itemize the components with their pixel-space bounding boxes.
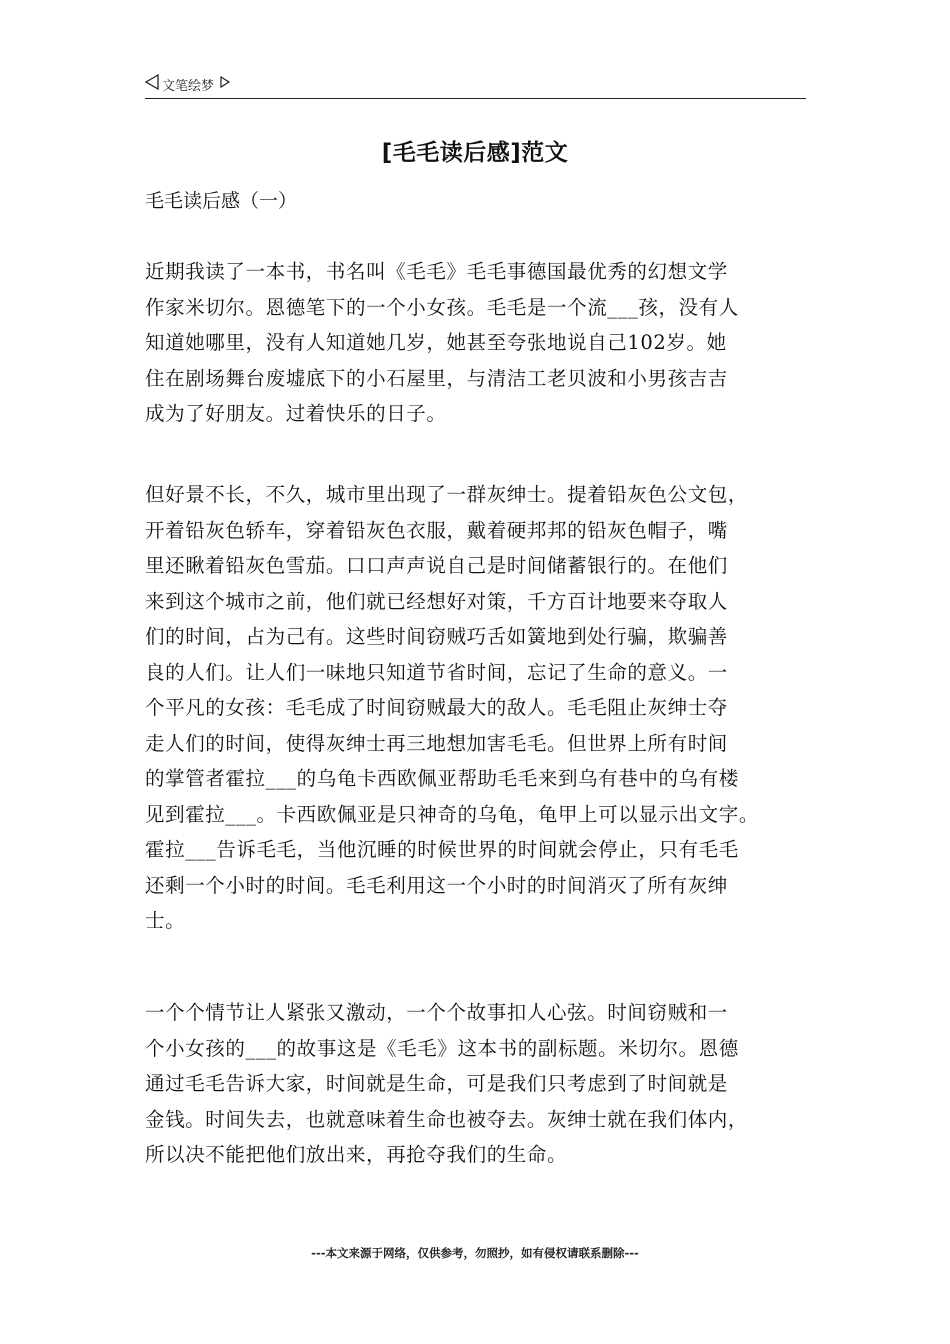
- paragraph-1: [145, 254, 815, 432]
- paragraph-line: 通过毛毛告诉大家，时间就是生命，可是我们只考虑到了时间就是: [145, 1072, 728, 1095]
- paragraph-line: 成为了好朋友。过着快乐的日子。: [145, 402, 447, 425]
- document-subtitle: 毛毛读后感（一）: [145, 190, 298, 212]
- paragraph-line: 知道她哪里，没有人知道她几岁，她甚至夸张地说自己102岁。她: [145, 331, 727, 354]
- paragraph-line: 金钱。时间失去，也就意味着生命也被夺去。灰绅士就在我们体内，: [145, 1107, 749, 1131]
- paragraph-line: 但好景不长，不久，城市里出现了一群灰绅士。提着铅灰色公文包，: [145, 483, 749, 506]
- paragraph-line: 的掌管者霍拉___的乌龟卡西欧佩亚帮助毛毛来到乌有巷中的乌有楼: [145, 767, 739, 790]
- paragraph-line: 良的人们。让人们一味地只知道节省时间，忘记了生命的意义。一: [145, 660, 728, 684]
- paragraph-2: [145, 477, 815, 939]
- paragraph-line: 个平凡的女孩：毛毛成了时间窃贼最大的敌人。毛毛阻止灰绅士夺: [145, 696, 728, 719]
- header-brand: 文笔绘梦: [162, 78, 215, 94]
- paragraph-line: 还剩一个小时的时间。毛毛利用这一个小时的时间消灭了所有灰绅: [145, 873, 728, 897]
- paragraph-line: 里还瞅着铅灰色雪茄。口口声声说自己是时间储蓄银行的。在他们: [145, 554, 728, 577]
- paragraph-line: 所以决不能把他们放出来，再抢夺我们的生命。: [145, 1143, 568, 1166]
- paragraph-line: 开着铅灰色轿车，穿着铅灰色衣服，戴着硬邦邦的铅灰色帽子，嘴: [145, 518, 728, 542]
- paragraph-line: 来到这个城市之前，他们就已经想好对策，千方百计地要来夺取人: [145, 589, 728, 613]
- paragraph-line: 住在剧场舞台废墟底下的小石屋里，与清洁工老贝波和小男孩吉吉: [145, 366, 728, 390]
- paragraph-line: 近期我读了一本书，书名叫《毛毛》毛毛事德国最优秀的幻想文学: [145, 260, 728, 283]
- paragraph-line: 作家米切尔。恩德笔下的一个小女孩。毛毛是一个流___孩，没有人: [145, 295, 739, 319]
- paragraph-line: 见到霍拉___。卡西欧佩亚是只神奇的乌龟，龟甲上可以显示出文字。: [145, 802, 759, 826]
- paragraph-line: 士。: [145, 909, 186, 932]
- paragraph-line: 走人们的时间，使得灰绅士再三地想加害毛毛。但世界上所有时间: [145, 731, 728, 755]
- page-header: [145, 74, 806, 99]
- paragraph-line: 个小女孩的___的故事这是《毛毛》这本书的副标题。米切尔。恩德: [145, 1036, 739, 1060]
- document-title: [毛毛读后感]范文: [381, 140, 569, 166]
- left-triangle-icon: [145, 74, 159, 94]
- paragraph-3: [145, 995, 815, 1173]
- paragraph-line: 们的时间，占为己有。这些时间窃贼巧舌如簧地到处行骗，欺骗善: [145, 625, 728, 648]
- paragraph-line: 霍拉___告诉毛毛，当他沉睡的时候世界的时间就会停止，只有毛毛: [145, 838, 739, 861]
- right-triangle-icon: [220, 76, 230, 92]
- paragraph-line: 一个个情节让人紧张又激动，一个个故事扣人心弦。时间窃贼和一: [145, 1001, 728, 1024]
- page-footer: ---本文来源于网络，仅供参考，勿照抄，如有侵权请联系删除---: [311, 1246, 639, 1260]
